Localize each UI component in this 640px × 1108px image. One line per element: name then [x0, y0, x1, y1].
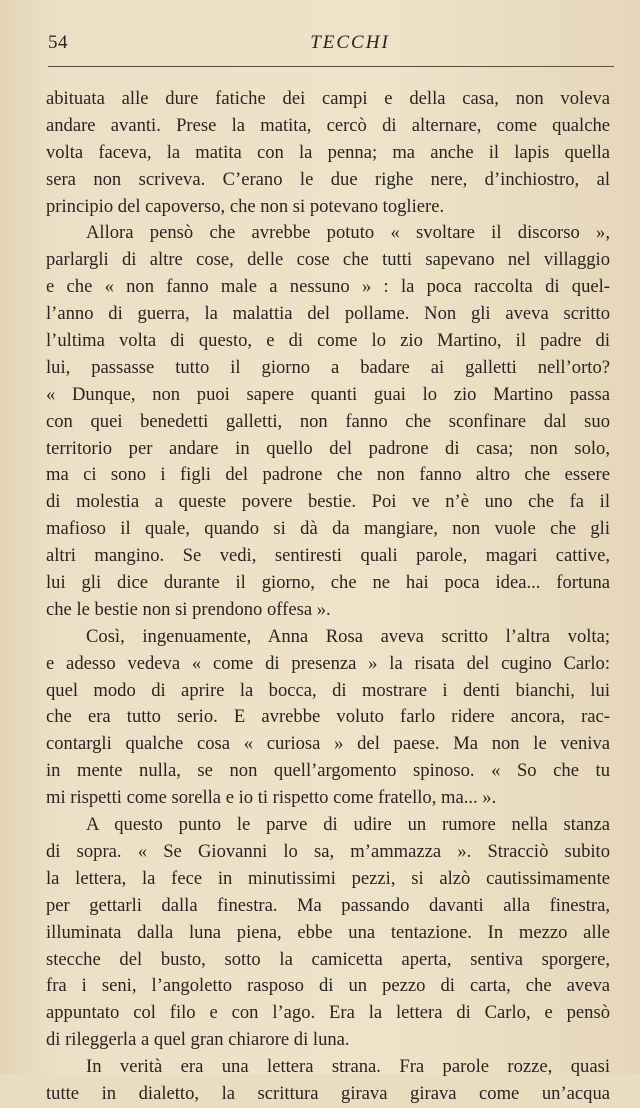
header-rule	[48, 66, 614, 67]
text-line: appuntato col filo e con l’ago. Era la lettera di Carlo, e pensò	[46, 1002, 610, 1024]
text-line: che era tutto serio. E avrebbe voluto farlo ridere ancora, rac-	[46, 706, 610, 728]
text-line: territorio per andare in quello del padrone di casa; non solo,	[46, 437, 610, 459]
text-line: lui gli dice durante il giorno, che ne hai poca idea... fortuna	[46, 572, 610, 594]
text-line: A questo punto le parve di udire un rumore nella stanza	[86, 814, 610, 836]
text-line: Allora pensò che avrebbe potuto « svoltare il discorso »,	[86, 222, 610, 244]
body-text	[46, 86, 610, 1108]
text-line: e adesso vedeva « come di presenza » la risata del cugino Carlo:	[46, 652, 610, 674]
text-line: tutte in dialetto, la scrittura girava girava come un’acqua	[46, 1082, 610, 1104]
text-line: che le bestie non si prendono offesa ».	[46, 598, 331, 620]
text-line: l’anno di guerra, la malattia del pollame. Non gli aveva scritto	[46, 303, 610, 325]
text-line: contargli qualche cosa « curiosa » del paese. Ma non le veniva	[46, 733, 610, 755]
text-line: e che « non fanno male a nessuno » : la poca raccolta di quel-	[46, 276, 610, 298]
text-line: in mente nulla, se non quell’argomento spinoso. « So che tu	[46, 760, 610, 782]
text-line: di rileggerla a quel gran chiarore di luna.	[46, 1029, 350, 1051]
text-line: lui, passasse tutto il giorno a badare ai galletti nell’orto?	[46, 356, 610, 378]
page-header	[48, 32, 612, 58]
text-line: stecche del busto, sotto la camicetta aperta, sentiva sporgere,	[46, 948, 610, 970]
text-line: per gettarli dalla finestra. Ma passando davanti alla finestra,	[46, 894, 610, 916]
text-line: sera non scriveva. C’erano le due righe nere, d’inchiostro, al	[46, 168, 610, 190]
page-number: 54	[48, 32, 68, 53]
text-line: mi rispetti come sorella e io ti rispetto come fratello, ma... ».	[46, 787, 497, 809]
text-line: illuminata dalla luna piena, ebbe una tentazione. In mezzo alle	[46, 921, 610, 943]
text-line: di sopra. « Se Giovanni lo sa, m’ammazza ». Stracciò subito	[46, 840, 610, 862]
text-line: la lettera, la fece in minutissimi pezzi, si alzò cautissimamente	[46, 867, 610, 889]
text-line: altri mangino. Se vedi, sentiresti quali parole, magari cattive,	[46, 545, 610, 567]
text-line: con quei benedetti galletti, non fanno che sconfinare dal suo	[46, 410, 610, 432]
text-line: ma ci sono i figli del padrone che non fanno altro che essere	[46, 464, 610, 486]
text-line: Così, ingenuamente, Anna Rosa aveva scritto l’altra volta;	[86, 625, 610, 647]
text-line: andare avanti. Prese la matita, cercò di alternare, come qualche	[46, 114, 610, 136]
text-line: quel modo di aprire la bocca, di mostrare i denti bianchi, lui	[46, 679, 610, 701]
text-line: principio del capoverso, che non si potevano togliere.	[46, 195, 445, 217]
text-line: l’ultima volta di questo, e di come lo zio Martino, il padre di	[46, 330, 610, 352]
text-line: mafioso il quale, quando si dà da mangiare, non vuole che gli	[46, 518, 610, 540]
running-head: TECCHI	[310, 32, 390, 53]
text-line: parlargli di altre cose, delle cose che tutti sapevano nel villaggio	[46, 249, 610, 271]
text-line: « Dunque, non puoi sapere quanti guai lo zio Martino passa	[46, 383, 610, 405]
text-line: abituata alle dure fatiche dei campi e della casa, non voleva	[46, 88, 610, 109]
text-line: volta faceva, la matita con la penna; ma anche il lapis quella	[46, 141, 610, 163]
text-line: fra i seni, l’angoletto rasposo di un pezzo di carta, che aveva	[46, 975, 610, 997]
text-line: di molestia a queste povere bestie. Poi ve n’è uno che fa il	[46, 491, 610, 513]
text-line: In verità era una lettera strana. Fra parole rozze, quasi	[86, 1056, 610, 1078]
